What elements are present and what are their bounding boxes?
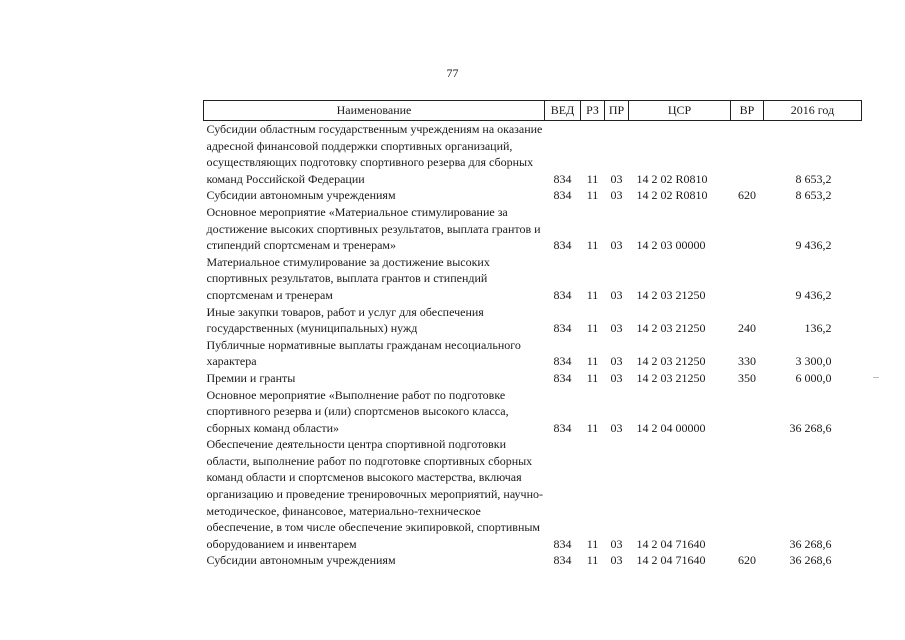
row-name: Основное мероприятие «Материальное стимулирование за достижение высоких спортивных результатов, выплата грантов и стипендий спортсменам и тренерам» [206, 204, 541, 253]
row-vr: 330 [738, 354, 756, 369]
row-pr: 03 [610, 287, 623, 302]
row-pr: 03 [610, 370, 623, 385]
row-amount: 6 000,0 [795, 370, 832, 385]
row-amount: 8 653,2 [795, 188, 832, 203]
row-name: Субсидии автономным учреждениям [206, 553, 396, 568]
row-amount: 8 653,2 [795, 171, 832, 186]
row-rz: 11 [586, 553, 599, 568]
row-amount: 9 436,2 [795, 287, 832, 302]
row-name: Иные закупки товаров, работ и услуг для обеспечения государственных (муниципальных) нужд [206, 304, 484, 336]
table-row [204, 254, 862, 304]
row-ved: 834 [553, 420, 572, 435]
row-rz: 11 [586, 171, 599, 186]
row-pr: 03 [610, 321, 623, 336]
page-number: 77 [446, 66, 459, 80]
row-vr: 620 [738, 553, 756, 568]
row-ved: 834 [553, 287, 572, 302]
row-ved: 834 [553, 171, 572, 186]
row-amount: 36 268,6 [789, 553, 832, 568]
row-ved: 834 [553, 238, 572, 253]
row-vr [731, 254, 764, 304]
header-row [204, 101, 862, 121]
header-ved: ВЕД [545, 101, 581, 121]
row-pr: 03 [610, 420, 623, 435]
row-csr: 14 2 03 21250 [636, 321, 706, 336]
row-csr: 14 2 04 00000 [636, 420, 706, 435]
row-rz: 11 [586, 287, 599, 302]
row-vr [731, 436, 764, 552]
row-rz: 11 [586, 321, 599, 336]
table-row [204, 187, 862, 204]
table-row [204, 370, 862, 387]
row-name: Субсидии областным государственным учреждениям на оказание адресной финансовой поддержки спортивных организаций, осуществляющих подготовку спортивного резерва для сборных команд Российской Федерации [206, 122, 543, 186]
table-row [204, 436, 862, 552]
table-row [204, 552, 862, 569]
row-pr: 03 [610, 238, 623, 253]
row-amount: 36 268,6 [789, 536, 832, 551]
header-pr: ПР [605, 101, 629, 121]
row-name: Публичные нормативные выплаты гражданам несоциального характера [206, 337, 521, 369]
row-csr: 14 2 03 21250 [636, 287, 706, 302]
row-amount: 36 268,6 [789, 420, 832, 435]
table-header [204, 101, 862, 121]
table-row [204, 304, 862, 337]
table-row [204, 337, 862, 370]
row-csr: 14 2 04 71640 [636, 553, 706, 568]
table-row [204, 121, 862, 188]
row-rz: 11 [586, 238, 599, 253]
table-body [204, 121, 862, 570]
scan-margin-mark [873, 377, 879, 378]
row-name: Премии и гранты [206, 370, 296, 385]
row-vr: 350 [738, 370, 756, 385]
table-row [204, 387, 862, 437]
row-rz: 11 [586, 188, 599, 203]
row-csr: 14 2 04 71640 [636, 536, 706, 551]
row-ved: 834 [553, 370, 572, 385]
row-rz: 11 [586, 354, 599, 369]
row-pr: 03 [610, 188, 623, 203]
row-amount: 3 300,0 [795, 354, 832, 369]
row-rz: 11 [586, 420, 599, 435]
row-csr: 14 2 03 21250 [636, 354, 706, 369]
row-ved: 834 [553, 354, 572, 369]
header-rz: РЗ [581, 101, 605, 121]
row-ved: 834 [553, 553, 572, 568]
header-csr: ЦСР [629, 101, 731, 121]
row-pr: 03 [610, 536, 623, 551]
row-csr: 14 2 03 00000 [636, 238, 706, 253]
row-csr: 14 2 02 R0810 [636, 188, 708, 203]
row-csr: 14 2 02 R0810 [636, 171, 708, 186]
row-vr: 620 [738, 188, 756, 203]
row-vr [731, 204, 764, 254]
header-year: 2016 год [764, 101, 862, 121]
row-vr [731, 387, 764, 437]
row-pr: 03 [610, 354, 623, 369]
row-ved: 834 [553, 321, 572, 336]
row-csr: 14 2 03 21250 [636, 370, 706, 385]
row-name: Субсидии автономным учреждениям [206, 188, 396, 203]
row-vr: 240 [738, 321, 756, 336]
row-rz: 11 [586, 370, 599, 385]
row-vr [731, 121, 764, 188]
row-pr: 03 [610, 553, 623, 568]
budget-table [203, 100, 862, 569]
header-name: Наименование [204, 101, 545, 121]
row-amount: 9 436,2 [795, 238, 832, 253]
row-pr: 03 [610, 171, 623, 186]
row-ved: 834 [553, 188, 572, 203]
table-row [204, 204, 862, 254]
row-name: Материальное стимулирование за достижение высоких спортивных результатов, выплата грантов и стипендий спортсменам и тренерам [206, 254, 490, 302]
row-ved: 834 [553, 536, 572, 551]
row-name: Основное мероприятие «Выполнение работ по подготовке спортивного резерва и (или) спортсменов высокого класса, сборных команд области» [206, 387, 509, 435]
header-vr: ВР [731, 101, 764, 121]
row-rz: 11 [586, 536, 599, 551]
row-name: Обеспечение деятельности центра спортивной подготовки области, выполнение работ по подготовке спортивных сборных команд области и спортсменов высокого мастерства, включая организацию и проведение тренировочных мероприятий, научно-методическое, финансовое, материально-техническое обеспечение, в том числе обеспечение экипировкой, спортивным оборудованием и инвентарем [206, 437, 543, 551]
row-amount: 136,2 [804, 321, 832, 336]
